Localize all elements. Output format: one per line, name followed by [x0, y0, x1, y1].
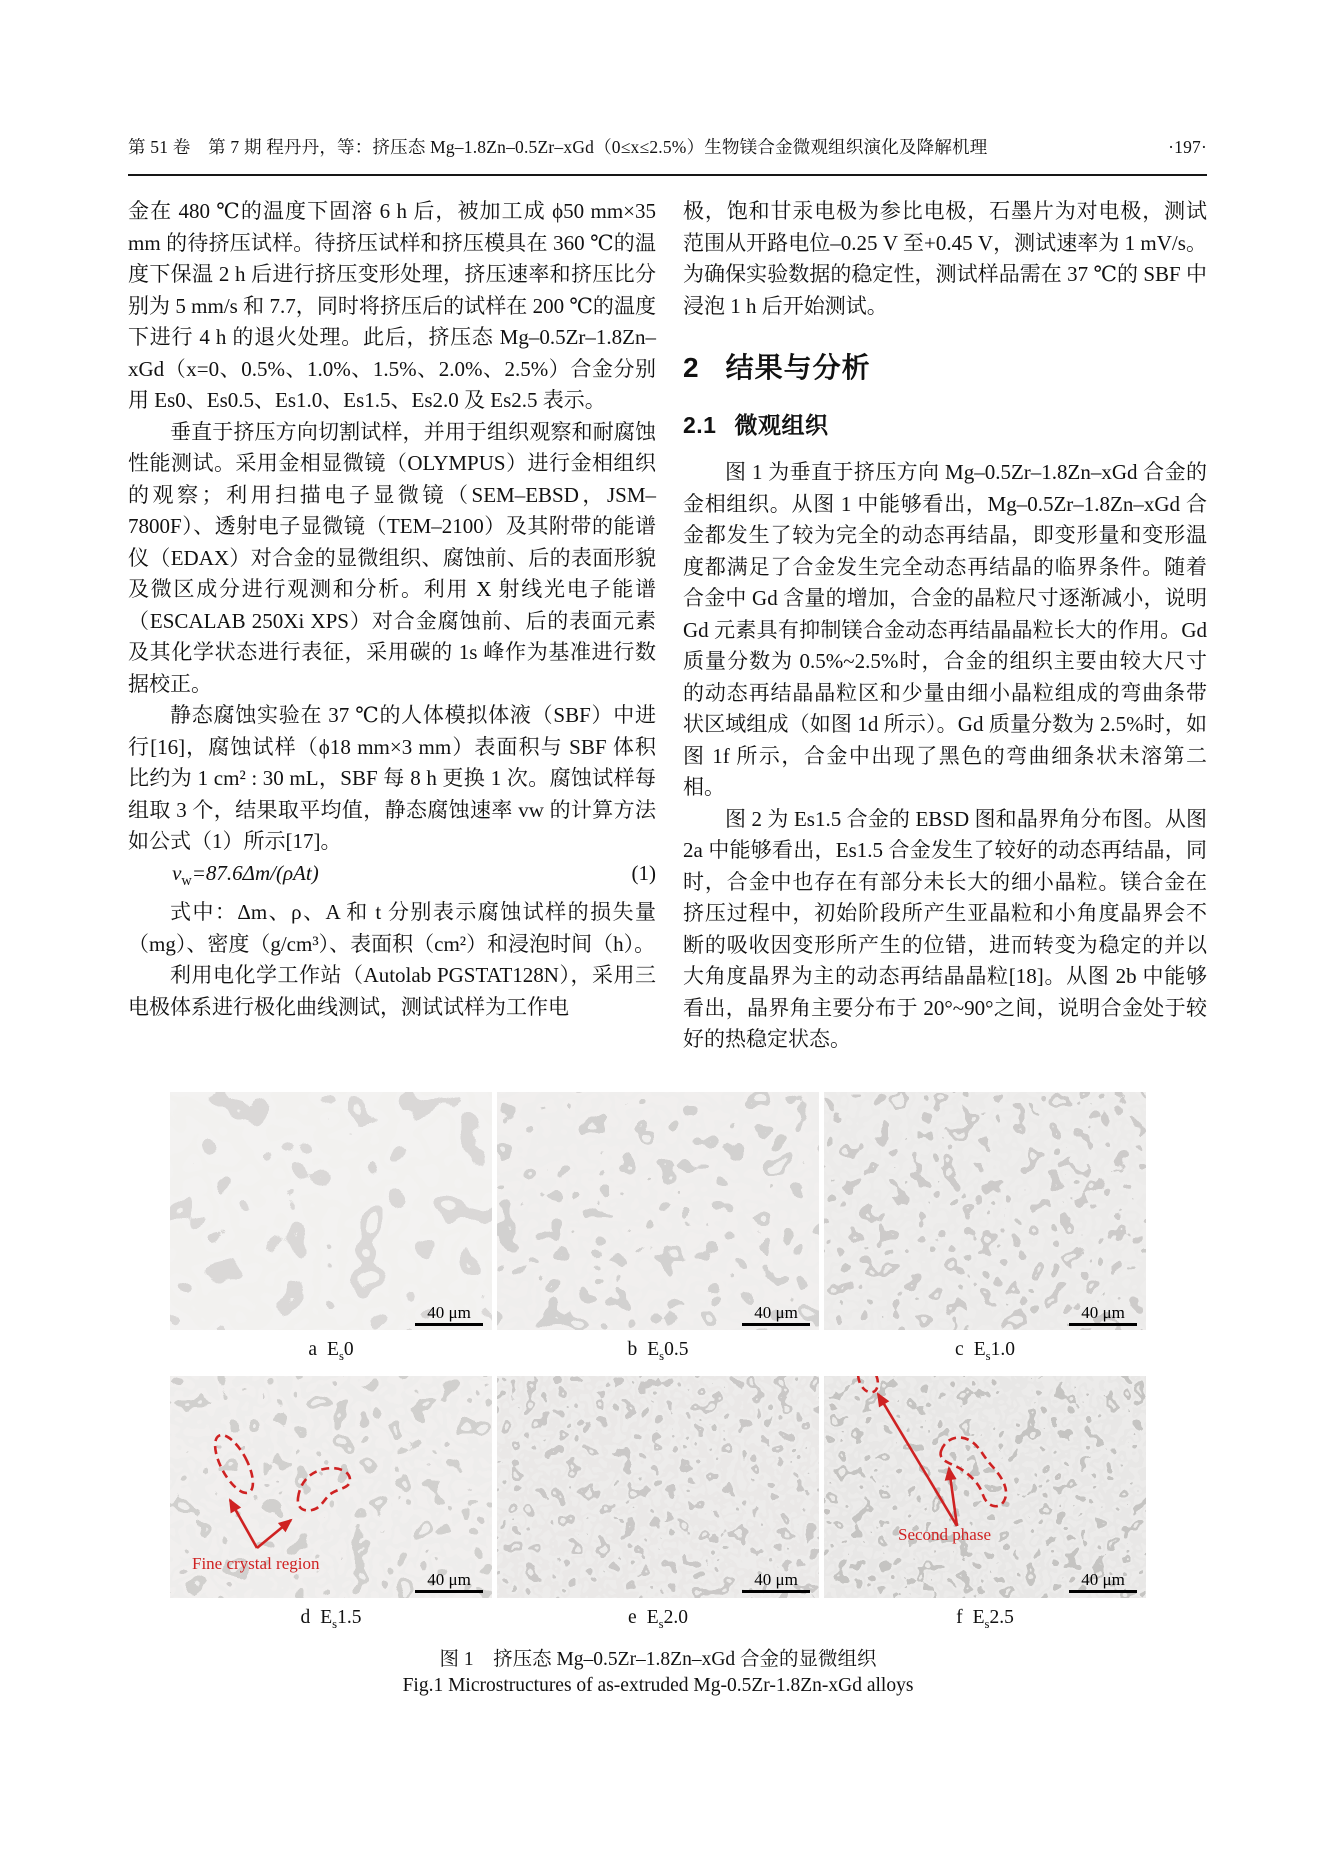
paragraph-immersion-test: 静态腐蚀实验在 37 ℃的人体模拟体液（SBF）中进行[16]，腐蚀试样（ϕ18 mm×3 mm）表面积与 SBF 体积比约为 1 cm² : 30 mL，SBF 每 8 h 更换 1 次。腐蚀试样每组取 3 个，结果取平均值，静态腐蚀速率 vw 的计算方法如公式（1）所示[17]。: [128, 703, 656, 853]
scale-bar-line: [1069, 1590, 1137, 1593]
panel-letter: d: [300, 1607, 311, 1628]
sample-value: 1.0: [990, 1339, 1015, 1360]
subsection-number: 2.1: [683, 411, 717, 438]
scale-bar: [413, 1570, 485, 1593]
paragraph-equation-terms: 式中：Δm、ρ、A 和 t 分别表示腐蚀试样的损失量（mg）、密度（g/cm³）、表面积（cm²）和浸泡时间（h）。: [128, 900, 656, 956]
scale-bar-label: 40 μm: [754, 1303, 798, 1322]
paragraph-electrode-setup: 极，饱和甘汞电极为参比电极，石墨片为对电极，测试范围从开路电位–0.25 V 至+0.45 V，测试速率为 1 mV/s。为确保实验数据的稳定性，测试样品需在 37 ℃的 SBF 中浸泡 1 h 后开始测试。: [683, 199, 1207, 318]
paragraph-figure1-discussion: 图 1 为垂直于挤压方向 Mg–0.5Zr–1.8Zn–xGd 合金的金相组织。从图 1 中能够看出，Mg–0.5Zr–1.8Zn–xGd 合金都发生了较为完全的动态再结晶，即变形量和变形温度都满足了合金发生完全动态再结晶的临界条件。随着合金中 Gd 含量的增加，合金的晶粒尺寸逐渐减小，说明 Gd 元素具有抑制镁合金动态再结晶晶粒长大的作用。Gd 质量分数为 0.5%~2.5%时，合金的组织主要由较大尺寸的动态再结晶晶粒区和少量由细小晶粒组成的弯曲条带状区域组成（如图 1d 所示）。Gd 质量分数为 2.5%时，如图 1f 所示，合金中出现了黑色的弯曲细条状未溶第二相。: [683, 460, 1207, 799]
micrograph-panel-a: [170, 1092, 492, 1330]
micrograph-texture: [824, 1092, 1146, 1330]
sample-subscript: s: [338, 1348, 344, 1363]
panel-letter: a: [308, 1339, 318, 1360]
panel-letter: e: [628, 1607, 637, 1628]
figure-caption-en: Fig.1 Microstructures of as-extruded Mg-0.5Zr-1.8Zn-xGd alloys: [402, 1675, 914, 1696]
page-number: ·197·: [1168, 137, 1207, 157]
micrograph-texture: [170, 1092, 492, 1330]
sample-subscript: s: [658, 1616, 664, 1631]
dashed-region-ellipse: [207, 1430, 260, 1499]
sample-subscript: s: [659, 1348, 665, 1363]
panel-letter: c: [955, 1339, 964, 1360]
sample-value: 2.0: [663, 1607, 688, 1628]
sample-name: E: [320, 1607, 333, 1628]
scale-bar: [1067, 1303, 1139, 1326]
micrograph-texture: [497, 1092, 819, 1330]
sample-name: E: [327, 1339, 339, 1360]
scale-bar-label: 40 μm: [1081, 1303, 1125, 1322]
scale-bar: [740, 1303, 812, 1326]
figure-grid: [170, 1092, 1146, 1640]
annotation-arrow: [257, 1520, 291, 1548]
micrograph-panel-b: [497, 1092, 819, 1330]
annotation-overlay-fine-crystal: [170, 1376, 492, 1598]
running-head-text: 第 51 卷 第 7 期 程丹丹，等：挤压态 Mg–1.8Zn–0.5Zr–xGd（0≤x≤2.5%）生物镁合金微观组织演化及降解机理: [128, 137, 988, 157]
panel-letter: f: [956, 1607, 963, 1628]
sample-name: E: [973, 1339, 986, 1360]
micrograph-panel-f: [824, 1376, 1146, 1598]
figure-1: [170, 1092, 1146, 1699]
scale-bar: [740, 1570, 812, 1593]
scale-bar-line: [742, 1323, 810, 1326]
scale-bar-label: 40 μm: [1081, 1570, 1125, 1589]
micrograph-panel-e: [497, 1376, 819, 1598]
section-heading-results: [683, 352, 1207, 384]
paragraph-microscopy-methods: 垂直于挤压方向切割试样，并用于组织观察和耐腐蚀性能测试。采用金相显微镜（OLYMPUS）进行金相组织的观察；利用扫描电子显微镜（SEM–EBSD，JSM–7800F）、透射电子显微镜（TEM–2100）及其附带的能谱仪（EDAX）对合金的显微组织、腐蚀前、后的表面形貌及微区成分进行观测和分析。利用 X 射线光电子能谱（ESCALAB 250Xi XPS）对合金腐蚀前、后的表面元素及其化学状态进行表征，采用碳的 1s 峰作为基准进行数据校正。: [128, 419, 656, 696]
running-head: [128, 134, 1207, 159]
header-rule: [128, 174, 1207, 176]
panel-label-b: [497, 1330, 819, 1376]
scale-bar-label: 40 μm: [754, 1570, 798, 1589]
left-column: [128, 196, 656, 1023]
sample-name: E: [647, 1339, 660, 1360]
scale-bar: [413, 1303, 485, 1326]
annotation-arrow: [230, 1500, 257, 1548]
sample-value: 0.5: [664, 1339, 689, 1360]
panel-letter: b: [627, 1339, 638, 1360]
dashed-region-band: [298, 1468, 350, 1510]
equation-number: (1): [631, 860, 656, 885]
right-column: [683, 196, 1207, 1056]
sample-subscript: s: [984, 1616, 990, 1631]
figure-caption-zh: 图 1 挤压态 Mg–0.5Zr–1.8Zn–xGd 合金的显微组织: [439, 1649, 877, 1670]
micrograph-texture: [497, 1376, 819, 1598]
equation-variable: v: [172, 860, 182, 885]
scale-bar-label: 40 μm: [427, 1303, 471, 1322]
micrograph-panel-c: [824, 1092, 1146, 1330]
equation-subscript: w: [181, 872, 192, 889]
annotation-label: Fine crystal region: [192, 1554, 320, 1573]
paragraph-solution-treatment: 金在 480 ℃的温度下固溶 6 h 后，被加工成 ϕ50 mm×35 mm 的待挤压试样。待挤压试样和挤压模具在 360 ℃的温度下保温 2 h 后进行挤压变形处理，挤压速率和挤压比分别为 5 mm/s 和 7.7，同时将挤压后的试样在 200 ℃的温度下进行 4 h 的退火处理。此后，挤压态 Mg–0.5Zr–1.8Zn–xGd（x=0、0.5%、1.0%、1.5%、2.0%、2.5%）合金分别用 Es0、Es0.5、Es1.0、Es1.5、Es2.0 及 Es2.5 表示。: [128, 199, 656, 412]
sample-value: 0: [343, 1339, 354, 1360]
equation-rhs: =87.6Δm/(ρAt): [191, 860, 319, 885]
panel-label-f: [824, 1598, 1146, 1640]
sample-subscript: s: [985, 1348, 991, 1363]
panel-label-d: [170, 1598, 492, 1640]
panel-label-e: [497, 1598, 819, 1640]
paragraph-electrochemical: 利用电化学工作站（Autolab PGSTAT128N），采用三电极体系进行极化曲线测试，测试试样为工作电: [128, 963, 656, 1019]
subsection-heading-microstructure: [683, 410, 1207, 442]
scale-bar-line: [415, 1590, 483, 1593]
sample-subscript: s: [332, 1616, 338, 1631]
section-number: 2: [683, 352, 700, 383]
micrograph-panel-d: [170, 1376, 492, 1598]
equation-1: [128, 858, 656, 898]
scale-bar-line: [742, 1590, 810, 1593]
annotation-arrow: [878, 1394, 957, 1526]
scale-bar-label: 40 μm: [427, 1570, 471, 1589]
paragraph-figure2-discussion: 图 2 为 Es1.5 合金的 EBSD 图和晶界角分布图。从图 2a 中能够看出，Es1.5 合金发生了较好的动态再结晶，同时，合金中也存在有部分未长大的细小晶粒。镁合金在挤压过程中，初始阶段所产生亚晶粒和小角度晶界会不断的吸收因变形所产生的位错，进而转变为稳定的并以大角度晶界为主的动态再结晶晶粒[18]。从图 2b 中能够看出，晶界角主要分布于 20°~90°之间，说明合金处于较好的热稳定状态。: [683, 806, 1207, 1051]
scale-bar-line: [415, 1323, 483, 1326]
annotation-overlay-second-phase: [824, 1376, 1146, 1598]
sample-value: 2.5: [989, 1607, 1014, 1628]
panel-label-c: [824, 1330, 1146, 1376]
sample-name: E: [646, 1607, 659, 1628]
sample-name: E: [972, 1607, 985, 1628]
figure-caption: [170, 1647, 1146, 1699]
scale-bar: [1067, 1570, 1139, 1593]
annotation-label: Second phase: [898, 1525, 992, 1544]
sample-value: 1.5: [337, 1607, 362, 1628]
dashed-region-ellipse: [854, 1376, 881, 1395]
panel-label-a: [170, 1330, 492, 1376]
equation-body: [172, 858, 319, 898]
subsection-title: 微观组织: [734, 411, 829, 438]
scale-bar-line: [1069, 1323, 1137, 1326]
section-title: 结果与分析: [725, 352, 871, 383]
